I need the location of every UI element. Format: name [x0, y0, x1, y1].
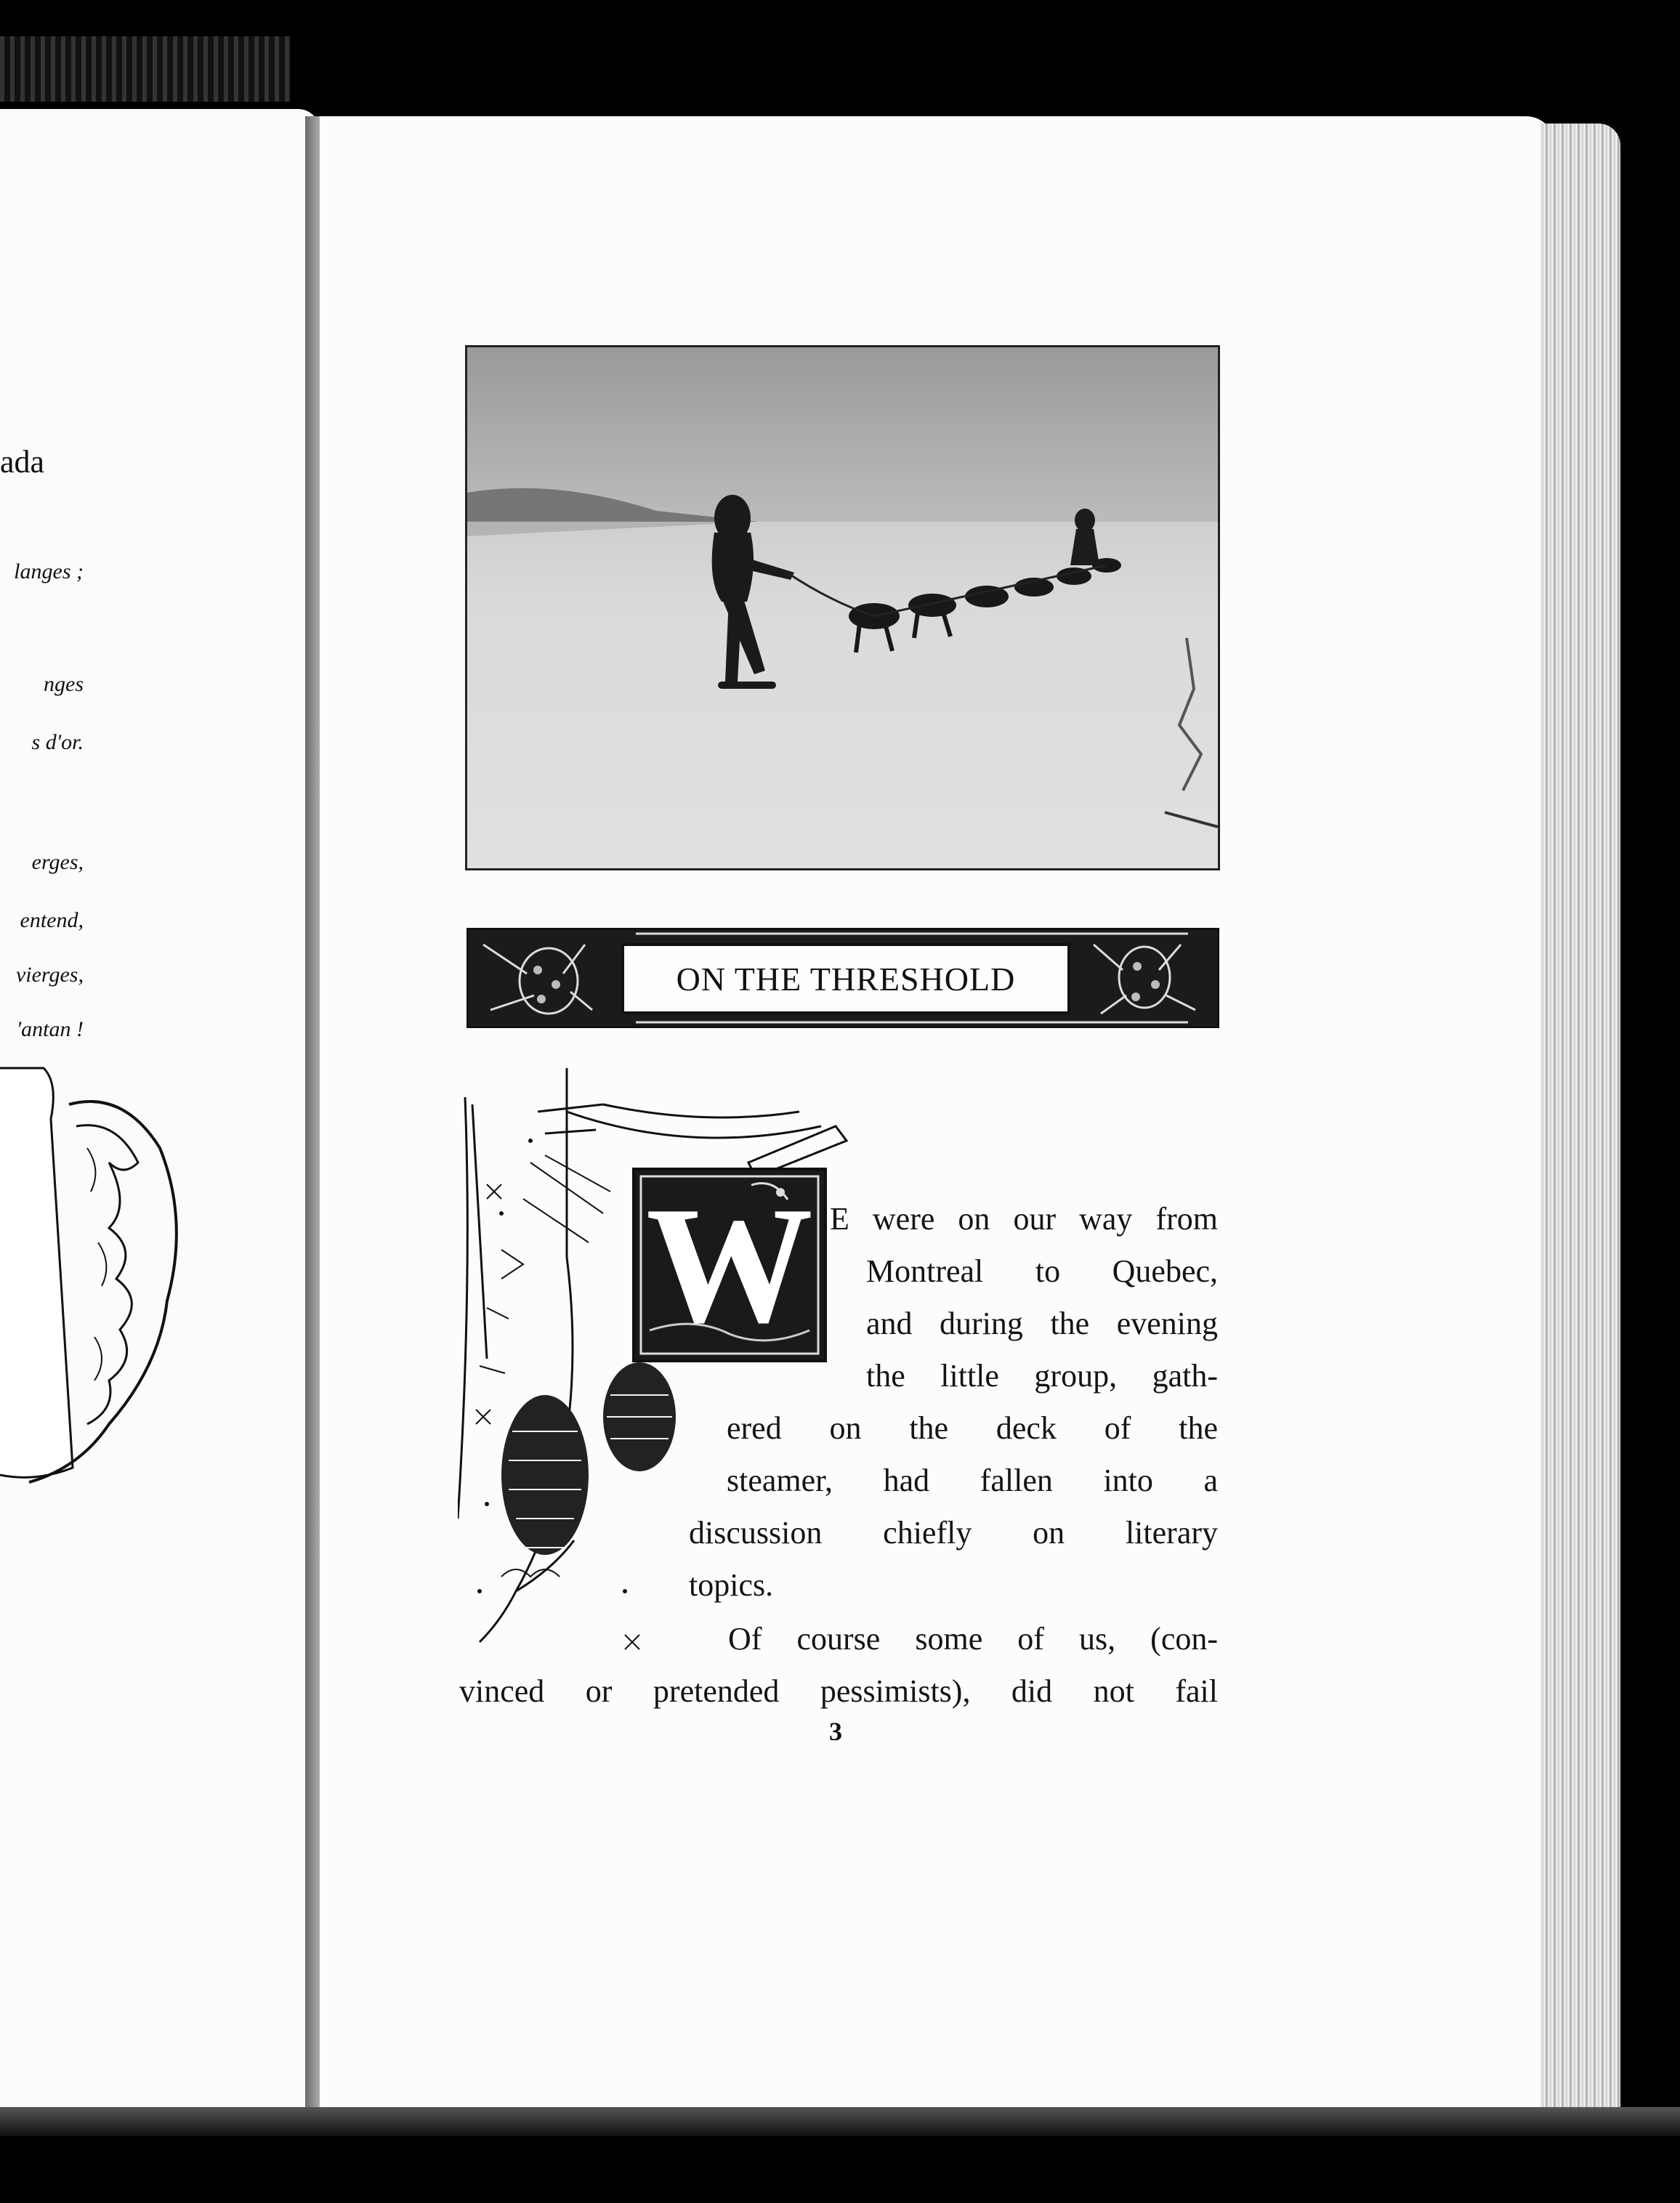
body-text-line: topics. — [689, 1567, 774, 1603]
body-text-line: discussion chiefly on literary — [689, 1515, 1218, 1551]
drop-cap-letter: W — [646, 1172, 813, 1357]
drop-cap — [632, 1168, 827, 1362]
chapter-banner — [467, 928, 1219, 1028]
drop-cap-ornament — [458, 1068, 865, 1664]
body-text-line: Montreal to Quebec, — [866, 1253, 1218, 1289]
background-books — [0, 36, 291, 102]
verse-line: vierges, — [15, 963, 84, 987]
verse-line: erges, — [31, 850, 84, 874]
body-text-line: Of course some of us, (con- — [728, 1621, 1218, 1657]
body-text-line: and during the evening — [866, 1306, 1218, 1341]
body-text-line: the little group, gath- — [866, 1358, 1218, 1394]
left-page-ornament — [0, 1061, 189, 1489]
page-number: 3 — [829, 1717, 842, 1746]
body-text-line: ered on the deck of the — [727, 1410, 1218, 1446]
body-text-line: E were on our way from — [830, 1201, 1218, 1237]
verse-line: langes ; — [14, 559, 84, 583]
chapter-title: ON THE THRESHOLD — [621, 943, 1070, 1014]
verse-line: 'antan ! — [16, 1017, 84, 1041]
verse-line: s d'or. — [31, 730, 84, 754]
page-edges — [1540, 124, 1620, 2114]
verse-line: nges — [44, 672, 84, 696]
body-text-line: vinced or pretended pessimists), did not fail — [459, 1673, 1218, 1709]
verse-line: entend, — [20, 908, 84, 932]
body-text-line: steamer, had fallen into a — [727, 1463, 1218, 1498]
book-bottom-edge — [0, 2107, 1680, 2136]
left-page-heading: ada — [0, 444, 45, 480]
illustration-dog-sled — [465, 345, 1220, 870]
